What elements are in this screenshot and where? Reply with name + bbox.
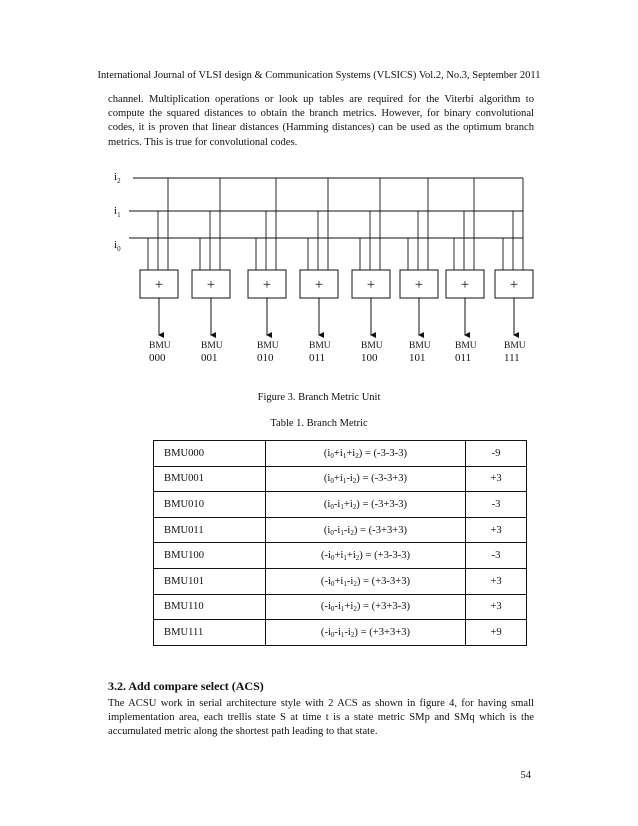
- bmu-name-cell: BMU100: [154, 543, 266, 569]
- section-paragraph: The ACSU work in serial architecture style with 2 ACS as shown in figure 4, for having small implementation area, each trellis state S at time t is a state metric SMp and SMq which is the accumulated metric along the shortest path leading to that state.: [108, 698, 534, 738]
- bmu-expression-cell: $(-i_0-i_1+i_2) = (+3+3-3)$: [266, 594, 466, 620]
- input-label-i2: $i_2$: [114, 171, 121, 185]
- bmu-name-cell: BMU101: [154, 568, 266, 594]
- bmu-output-label: BMU: [201, 341, 223, 351]
- section-heading: 3.2. Add compare select (ACS): [108, 679, 264, 693]
- bmu-output-code: 010: [257, 352, 274, 364]
- bmu-value-cell: +3: [466, 466, 527, 492]
- bmu-expression-cell: $(i_0+i_1-i_2) = (-3-3+3)$: [266, 466, 466, 492]
- bmu-output-code: 100: [361, 352, 378, 364]
- bmu-value-cell: +3: [466, 568, 527, 594]
- bmu-expression-cell: $(i_0+i_1+i_2) = (-3-3-3)$: [266, 441, 466, 467]
- bmu-expression-cell: $(i_0-i_1-i_2) = (-3+3+3)$: [266, 517, 466, 543]
- bmu-name-cell: BMU010: [154, 492, 266, 518]
- input-label-i0: $i_0$: [114, 239, 121, 253]
- bmu-output-code: 111: [504, 352, 520, 364]
- bmu-output-code: 011: [455, 352, 472, 364]
- bmu-expression-cell: $(-i_0+i_1+i_2) = (+3-3-3)$: [266, 543, 466, 569]
- journal-header: International Journal of VLSI design & Communication Systems (VLSICS) Vol.2, No.3, September 2011: [97, 70, 541, 81]
- figure-caption: Figure 3. Branch Metric Unit: [257, 392, 381, 403]
- table-row: [154, 594, 527, 620]
- bmu-name-cell: BMU111: [154, 620, 266, 646]
- input-label-i1: $i_1$: [114, 205, 121, 219]
- table-row: [154, 543, 527, 569]
- bmu-output-label: BMU: [149, 341, 171, 351]
- adder-plus-symbol: +: [509, 277, 519, 293]
- bmu-value-cell: -3: [466, 543, 527, 569]
- page-number: 54: [520, 770, 531, 781]
- adder-plus-symbol: +: [262, 277, 272, 293]
- adder-plus-symbol: +: [154, 277, 164, 293]
- bmu-name-cell: BMU110: [154, 594, 266, 620]
- intro-paragraph: channel. Multiplication operations or look up tables are required for the Viterbi algorithm to compute the squared distances to obtain the branch metrics. However, for binary convolutional codes, it is proven that linear distances (Hamming distances) can be used as the optimum branch metrics. This is true for convolutional codes.: [108, 94, 534, 148]
- bmu-name-cell: BMU011: [154, 517, 266, 543]
- bmu-output-code: 101: [409, 352, 426, 364]
- bmu-value-cell: +3: [466, 517, 527, 543]
- adder-plus-symbol: +: [206, 277, 216, 293]
- bmu-name-cell: BMU000: [154, 441, 266, 467]
- bmu-output-label: BMU: [309, 341, 331, 351]
- adder-plus-symbol: +: [366, 277, 376, 293]
- table-row: [154, 568, 527, 594]
- bmu-output-code: 011: [309, 352, 326, 364]
- adder-plus-symbol: +: [414, 277, 424, 293]
- adder-plus-symbol: +: [460, 277, 470, 293]
- bmu-value-cell: -9: [466, 441, 527, 467]
- bmu-value-cell: +3: [466, 594, 527, 620]
- bmu-name-cell: BMU001: [154, 466, 266, 492]
- branch-metric-unit-diagram: [0, 160, 638, 375]
- branch-metric-table: [153, 440, 527, 646]
- bmu-output-label: BMU: [361, 341, 383, 351]
- bmu-value-cell: +9: [466, 620, 527, 646]
- bmu-output-label: BMU: [504, 341, 526, 351]
- bmu-output-code: 001: [201, 352, 218, 364]
- bmu-expression-cell: $(-i_0+i_1-i_2) = (+3-3+3)$: [266, 568, 466, 594]
- table-row: [154, 466, 527, 492]
- bmu-output-label: BMU: [455, 341, 477, 351]
- adder-plus-symbol: +: [314, 277, 324, 293]
- table-row: [154, 620, 527, 646]
- table-caption: Table 1. Branch Metric: [270, 418, 368, 429]
- bmu-value-cell: -3: [466, 492, 527, 518]
- bmu-output-label: BMU: [257, 341, 279, 351]
- bmu-output-label: BMU: [409, 341, 431, 351]
- bmu-output-code: 000: [149, 352, 166, 364]
- table-row: [154, 517, 527, 543]
- bmu-expression-cell: $(-i_0-i_1-i_2) = (+3+3+3)$: [266, 620, 466, 646]
- table-row: [154, 441, 527, 467]
- table-row: [154, 492, 527, 518]
- bmu-expression-cell: $(i_0-i_1+i_2) = (-3+3-3)$: [266, 492, 466, 518]
